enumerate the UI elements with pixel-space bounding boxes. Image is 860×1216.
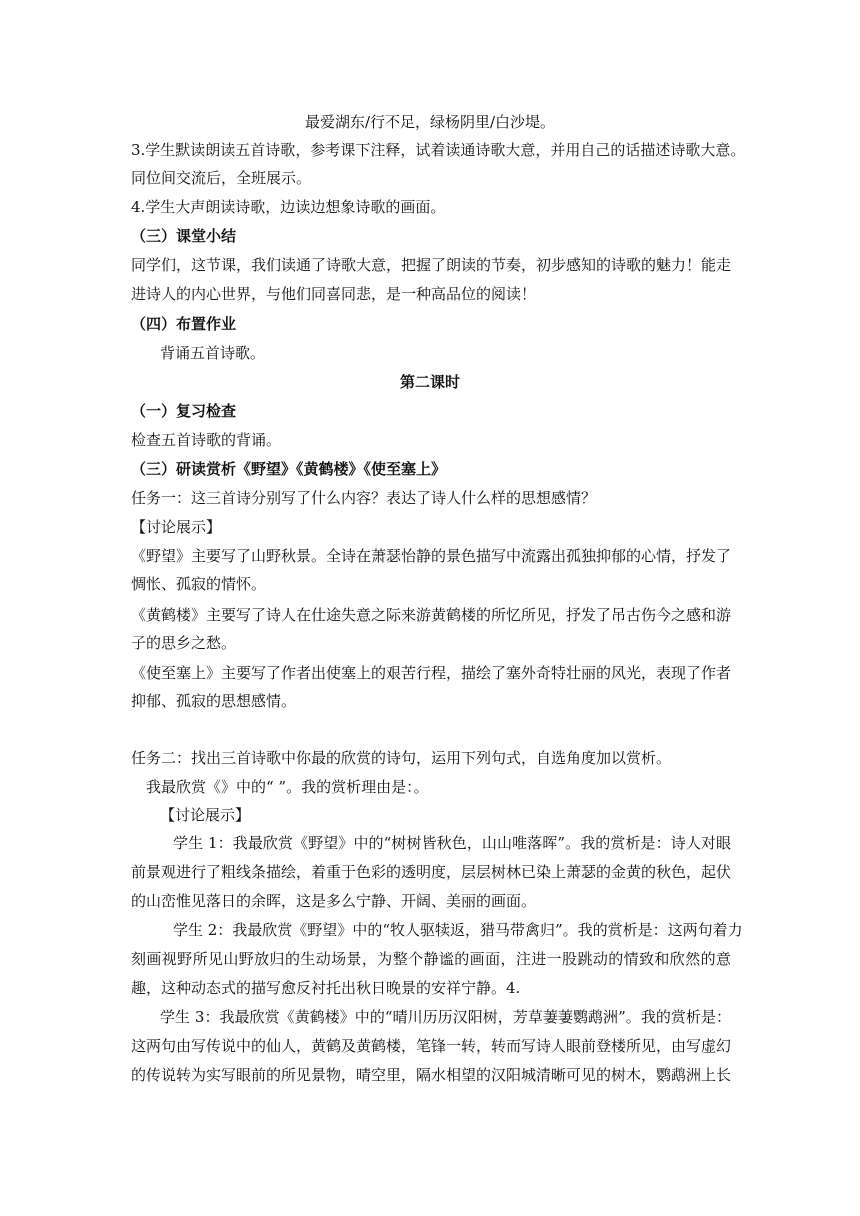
section-heading-analysis: （三）研读赏析《野望》《黄鹤楼》《使至塞上》 xyxy=(131,460,447,478)
yewang-line-2: 惆怅、孤寂的情怀。 xyxy=(131,575,267,593)
section-heading-summary: （三）课堂小结 xyxy=(131,227,237,245)
step-4: 4.学生大声朗读诗歌，边读边想象诗歌的画面。 xyxy=(131,198,446,216)
discussion-label-1: 【讨论展示】 xyxy=(131,518,222,536)
yewang-line-1: 《野望》主要写了山野秋景。全诗在萧瑟怡静的景色描写中流露出孤独抑郁的心情，抒发了 xyxy=(131,547,732,565)
review-text: 检查五首诗歌的背诵。 xyxy=(131,431,282,449)
student-2-line-2: 刻画视野所见山野放归的生动场景，为整个静谧的画面，注进一股跳动的情致和欣然的意 xyxy=(131,950,731,968)
section-heading-review: （一）复习检查 xyxy=(131,402,237,420)
student-3-line-3: 的传说转为实写眼前的所见景物，晴空里，隔水相望的汉阳城清晰可见的树木，鹦鹉洲上长 xyxy=(131,1066,732,1084)
task-2: 任务二：找出三首诗歌中你最的欣赏的诗句，运用下列句式，自选角度加以赏析。 xyxy=(131,749,672,767)
poem-line: 最爱湖东/行不足，绿杨阴里/白沙堤。 xyxy=(304,113,556,131)
huanghelou-line-2: 子的思乡之愁。 xyxy=(131,634,237,652)
sentence-pattern: 我最欣赏《》中的“ ”。我的赏析理由是：。 xyxy=(146,778,429,796)
lesson-2-title: 第二课时 xyxy=(399,373,460,391)
summary-line-1: 同学们，这节课，我们读通了诗歌大意，把握了朗读的节奏，初步感知的诗歌的魅力！能走 xyxy=(131,256,732,274)
student-1-line-1: 学生 1：我最欣赏《野望》中的“树树皆秋色，山山唯落晖”。我的赏析是：诗人对眼 xyxy=(173,834,731,852)
student-1-line-2: 前景观进行了粗线条描绘，着重于色彩的透明度，层层树林已染上萧瑟的金黄的秋色，起伏 xyxy=(131,863,732,881)
huanghelou-line-1: 《黄鹤楼》主要写了诗人在仕途失意之际来游黄鹤楼的所忆所见，抒发了吊古伤今之感和游 xyxy=(131,606,732,624)
shizhisaishang-line-1: 《使至塞上》主要写了作者出使塞上的艰苦行程，描绘了塞外奇特壮丽的风光，表现了作者 xyxy=(131,664,732,682)
student-1-line-3: 的山峦惟见落日的余晖，这是多么宁静、开阔、美丽的画面。 xyxy=(131,892,537,910)
summary-line-2: 进诗人的内心世界，与他们同喜同悲，是一种高品位的阅读！ xyxy=(131,285,537,303)
student-3-line-2: 这两句由写传说中的仙人，黄鹤及黄鹤楼，笔锋一转，转而写诗人眼前登楼所见，由写虚幻 xyxy=(131,1037,732,1055)
student-2-line-1: 学生 2：我最欣赏《野望》中的“牧人驱犊返，猎马带禽归”。我的赏析是：这两句着力 xyxy=(173,921,743,939)
discussion-label-2: 【讨论展示】 xyxy=(160,806,251,824)
shizhisaishang-line-2: 抑郁、孤寂的思想感情。 xyxy=(131,692,297,710)
step-3-line-2: 同位间交流后，全班展示。 xyxy=(131,169,312,187)
student-2-line-3: 趣，这种动态式的描写愈反衬托出秋日晚景的安祥宁静。4. xyxy=(131,979,521,997)
task-1: 任务一：这三首诗分别写了什么内容？表达了诗人什么样的思想感情？ xyxy=(131,489,597,507)
section-heading-homework: （四）布置作业 xyxy=(131,315,237,333)
step-3-line-1: 3.学生默读朗读五首诗歌，参考课下注释，试着读通诗歌大意，并用自己的话描述诗歌大意。 xyxy=(131,141,746,159)
student-3-line-1: 学生 3：我最欣赏《黄鹤楼》中的“晴川历历汉阳树，芳草萋萋鹦鹉洲”。我的赏析是： xyxy=(160,1008,731,1026)
homework-text: 背诵五首诗歌。 xyxy=(160,344,266,362)
